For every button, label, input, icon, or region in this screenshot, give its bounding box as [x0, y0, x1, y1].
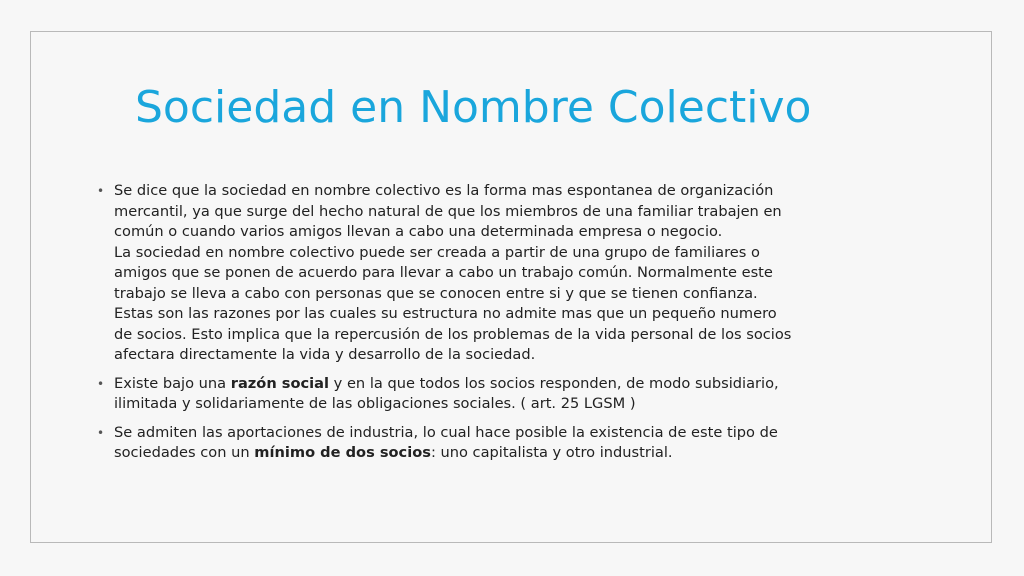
bullet-1-line-5: amigos que se ponen de acuerdo para llevar a cabo un trabajo común. Normalmente este: [114, 264, 773, 281]
bullet-3-line-1: Se admiten las aportaciones de industria, lo cual hace posible la existencia de este tipo de: [114, 423, 778, 441]
bullet-icon: •: [97, 425, 105, 440]
bullet-icon: •: [97, 376, 105, 391]
bullet-2-line-1: [114, 374, 936, 395]
bullet-item-2: [96, 374, 936, 415]
bullet-item-3: [96, 423, 936, 464]
bullet-3-text-post: : uno capitalista y otro industrial.: [430, 444, 673, 461]
bullet-1-line-7: Estas son las razones por las cuales su estructura no admite mas que un pequeño numero: [114, 305, 777, 322]
bullet-item-1: [96, 181, 936, 366]
bullet-3-bold-term: mínimo de dos socios: [254, 444, 431, 461]
bullet-3-line-2: [114, 443, 936, 464]
bullet-1-line-1: Se dice que la sociedad en nombre colectivo es la forma mas espontanea de organización: [114, 182, 774, 199]
bullet-2-text-post: y en la que todos los socios responden, de modo subsidiario,: [329, 374, 779, 392]
bullet-3-text-pre: sociedades con un: [114, 444, 255, 461]
bullet-2-bold-term: razón social: [230, 374, 330, 392]
bullet-1-line-6: trabajo se lleva a cabo con personas que se conocen entre si y que se tienen confianza.: [114, 284, 758, 302]
slide-title: Sociedad en Nombre Colectivo: [135, 82, 812, 133]
bullet-list: [96, 181, 936, 472]
bullet-1-line-2: mercantil, ya que surge del hecho natural de que los miembros de una familiar trabajen en: [114, 202, 782, 220]
bullet-1-line-4: La sociedad en nombre colectivo puede ser creada a partir de una grupo de familiares o: [114, 243, 760, 261]
bullet-1-line-3: común o cuando varios amigos llevan a cabo una determinada empresa o negocio.: [114, 223, 723, 240]
bullet-1-line-9: afectara directamente la vida y desarrollo de la sociedad.: [114, 346, 536, 363]
bullet-2-line-2: ilimitada y solidariamente de las obligaciones sociales. ( art. 25 LGSM ): [114, 395, 636, 412]
bullet-1-line-8: de socios. Esto implica que la repercusión de los problemas de la vida personal de los socios: [114, 325, 792, 343]
bullet-2-text-pre: Existe bajo una: [114, 374, 231, 392]
bullet-icon: •: [97, 184, 105, 198]
